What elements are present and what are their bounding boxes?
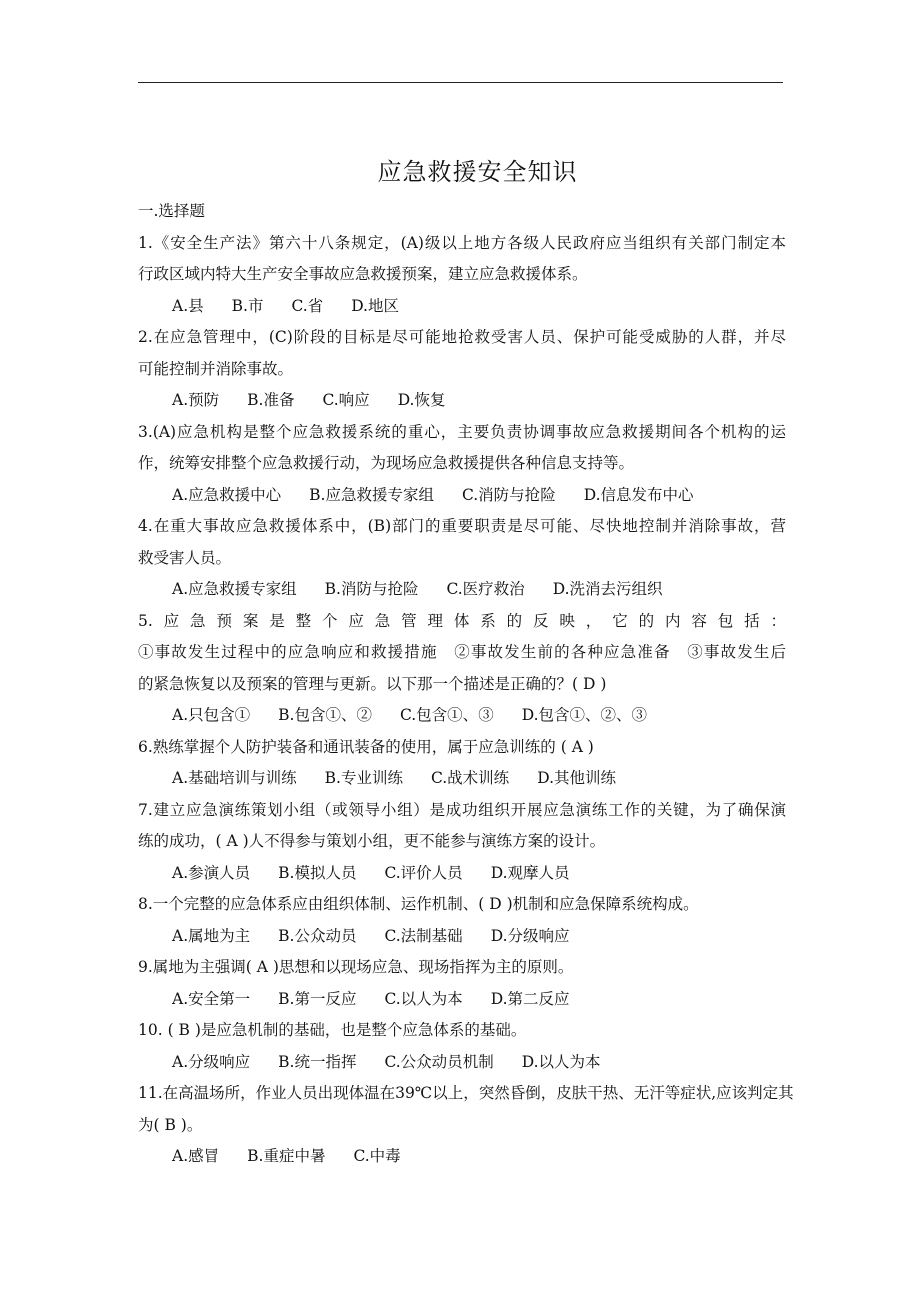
answer-option: D.恢复 xyxy=(397,391,446,409)
section-heading: 一.选择题 xyxy=(138,202,205,220)
question-7-line: 练的成功，( A )人不得参与策划小组，更不能参与演练方案的设计。 xyxy=(138,832,606,850)
question-2-options xyxy=(138,385,786,417)
answer-option: B.模拟人员 xyxy=(278,863,357,882)
answer-option: C.以人为本 xyxy=(384,989,463,1008)
answer-option: A.只包含① xyxy=(172,706,251,724)
question-5-line: ①事故发生过程中的应急响应和救援措施 ②事故发生前的各种应急准备 ③事故发生后 xyxy=(138,643,786,661)
answer-option: A.基础培训与训练 xyxy=(172,769,297,787)
question-4-line: 救受害人员。 xyxy=(138,548,232,567)
answer-option: C.评价人员 xyxy=(384,863,463,882)
question-10-line: 10. ( B )是应急机制的基础，也是整个应急体系的基础。 xyxy=(138,1021,527,1039)
answer-option: D.第二反应 xyxy=(490,989,570,1008)
answer-option: B.应急救援专家组 xyxy=(309,485,434,504)
answer-option: A.应急救援专家组 xyxy=(172,580,297,598)
question-9-line: 9.属地为主强调( A )思想和以现场应急、现场指挥为主的原则。 xyxy=(138,958,574,976)
answer-option: D.地区 xyxy=(351,296,399,315)
question-9-options xyxy=(138,984,786,1016)
answer-option: B.第一反应 xyxy=(278,989,357,1008)
answer-option: B.消防与抢险 xyxy=(324,580,419,598)
answer-option: B.市 xyxy=(231,296,264,315)
answer-option: D.以人为本 xyxy=(521,1052,601,1071)
question-3-line: 3.(A)应急机构是整个应急救援系统的重心，主要负责协调事故应急救援期间各个机构的运 xyxy=(138,422,786,441)
answer-option: A.感冒 xyxy=(172,1147,220,1165)
answer-option: B.重症中暑 xyxy=(247,1147,326,1165)
answer-option: B.准备 xyxy=(247,391,295,409)
question-11-line: 为( B )。 xyxy=(138,1115,203,1134)
question-7-options xyxy=(138,858,786,890)
question-11-line: 11.在高温场所，作业人员出现体温在39℃以上，突然昏倒，皮肤干热、无汗等症状,应该判定其 xyxy=(138,1084,794,1102)
answer-option: A.参演人员 xyxy=(172,863,251,882)
answer-option: C.医疗救治 xyxy=(446,580,525,598)
question-1-line: 行政区域内特大生产安全事故应急救援预案，建立应急救援体系。 xyxy=(138,265,588,283)
answer-option: C.战术训练 xyxy=(430,769,510,787)
question-11-options xyxy=(138,1141,786,1173)
question-2-line: 可能控制并消除事故。 xyxy=(138,359,294,378)
question-2-line: 2.在应急管理中，(C)阶段的目标是尽可能地抢救受害人员、保护可能受威胁的人群，并尽 xyxy=(138,328,786,346)
answer-option: D.包含①、②、③ xyxy=(521,706,648,724)
answer-option: A.属地为主 xyxy=(172,926,251,945)
question-4-line: 4.在重大事故应急救援体系中，(B)部门的重要职责是尽可能、尽快地控制并消除事故，营 xyxy=(138,517,786,535)
question-3-options xyxy=(138,480,786,512)
answer-option: D.洗消去污组织 xyxy=(552,580,663,598)
question-1-options xyxy=(138,291,786,323)
answer-option: C.省 xyxy=(291,296,324,315)
answer-option: A.分级响应 xyxy=(172,1052,251,1071)
question-8-options xyxy=(138,921,786,953)
answer-option: A.应急救援中心 xyxy=(172,485,282,504)
answer-option: B.统一指挥 xyxy=(278,1052,357,1071)
document-title: 应急救援安全知识 xyxy=(377,158,578,186)
question-6-options xyxy=(138,763,786,795)
answer-option: A.预防 xyxy=(172,391,220,409)
question-3-line: 作，统筹安排整个应急救援行动，为现场应急救援提供各种信息支持等。 xyxy=(138,454,635,472)
question-7-line: 7.建立应急演练策划小组（或领导小组）是成功组织开展应急演练工作的关键，为了确保演 xyxy=(138,800,786,819)
answer-option: D.其他训练 xyxy=(537,769,617,787)
answer-option: C.包含①、③ xyxy=(399,706,494,724)
document-body xyxy=(138,196,794,1173)
question-5-line: 的紧急恢复以及预案的管理与更新。以下那一个描述是正确的？( D ) xyxy=(138,674,607,693)
question-5-options xyxy=(138,700,786,732)
answer-option: D.信息发布中心 xyxy=(583,485,694,504)
answer-option: C.消防与抢险 xyxy=(461,485,556,504)
answer-option: D.分级响应 xyxy=(490,926,570,945)
answer-option: C.响应 xyxy=(322,391,370,409)
question-5-line: 5.应急预案是整个应急管理体系的反映，它的内容包括： xyxy=(138,611,786,630)
answer-option: C.中毒 xyxy=(353,1147,401,1165)
question-1-line: 1.《安全生产法》第六十八条规定，(A)级以上地方各级人民政府应当组织有关部门制定本 xyxy=(138,233,786,252)
header-rule xyxy=(138,82,783,83)
answer-option: D.观摩人员 xyxy=(490,863,570,882)
answer-option: A.县 xyxy=(172,296,204,315)
answer-option: B.专业训练 xyxy=(324,769,403,787)
question-8-line: 8.一个完整的应急体系应由组织体制、运作机制、( D )机制和应急保障系统构成。 xyxy=(138,895,699,913)
answer-option: A.安全第一 xyxy=(172,989,251,1008)
question-6-line: 6.熟练掌握个人防护装备和通讯装备的使用，属于应急训练的 ( A ) xyxy=(138,737,594,756)
question-4-options xyxy=(138,574,786,606)
question-10-options xyxy=(138,1047,786,1079)
answer-option: C.法制基础 xyxy=(384,926,463,945)
answer-option: C.公众动员机制 xyxy=(384,1052,494,1071)
answer-option: B.公众动员 xyxy=(278,926,357,945)
answer-option: B.包含①、② xyxy=(278,706,372,724)
